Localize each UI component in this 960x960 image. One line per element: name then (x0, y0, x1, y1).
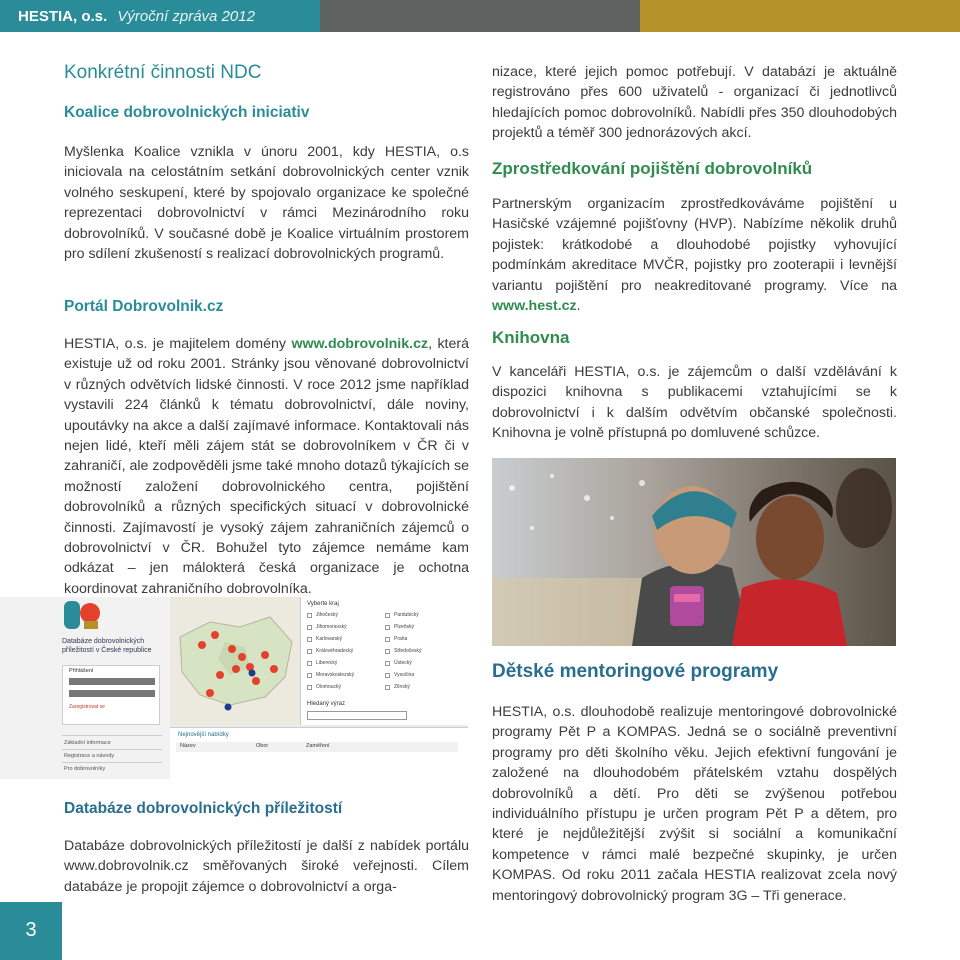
screenshot-search-input[interactable] (307, 711, 407, 720)
screenshot-region-label: Královéhradecký (316, 648, 354, 654)
dobrovolnik-logo-icon (62, 599, 102, 633)
screenshot-region-label: Karlovarský (316, 636, 343, 642)
screenshot-search-label: Hledaný výraz (307, 701, 346, 707)
screenshot-region-label: Olomoucký (316, 684, 342, 690)
screenshot-results (170, 727, 468, 779)
header-band-gold (640, 0, 960, 32)
screenshot-results-header-row (176, 742, 458, 752)
screenshot-region-label: Liberecký (316, 660, 338, 666)
screenshot-region-checkbox[interactable] (385, 637, 390, 642)
screenshot-menu-item-1[interactable]: Registrace a návody (64, 753, 115, 759)
koalice-text: Myšlenka Koalice vznikla v únoru 2001, kdy HESTIA, o.s iniciovala na celostátním setkání dobrovolnických center vznik volného seskupení, které by spojovalo organizace ke společné reprezentaci dobrovolnictví v rámci Mezinárodního roku dobrovolníků. V současné době je Koalice virtuálním prostorem pro sdílení zkušeností s realizací dobrovolnických programů. (64, 144, 469, 263)
screenshot-region-checkbox[interactable] (307, 649, 312, 654)
header-subtitle: Výroční zpráva 2012 (117, 8, 255, 25)
koalice-title: Koalice dobrovolnických iniciativ (64, 104, 310, 121)
screenshot-region-label: Středočeský (394, 648, 422, 654)
header-band-gray (320, 0, 640, 32)
screenshot-map[interactable] (170, 597, 300, 725)
pojisteni-title: Zprostředkování pojištění dobrovolníků (492, 159, 813, 178)
screenshot-login-input[interactable] (69, 678, 155, 685)
screenshot-region-label: Praha (394, 636, 408, 642)
screenshot-region-label: Ústecký (394, 660, 412, 666)
screenshot-region-checkbox[interactable] (385, 613, 390, 618)
screenshot-region-checkbox[interactable] (385, 661, 390, 666)
screenshot-region-checkbox[interactable] (307, 637, 312, 642)
screenshot-region-label: Jihočeský (316, 612, 338, 618)
mentoring-photo (492, 458, 896, 646)
screenshot-register-link[interactable]: Zaregistrovat se (69, 704, 105, 710)
screenshot-region-label: Moravskoslezský (316, 672, 355, 678)
screenshot-region-filter (300, 597, 468, 725)
screenshot-region-checkbox[interactable] (307, 661, 312, 666)
screenshot-region-label: Zlínský (394, 684, 410, 690)
screenshot-menu-item-0[interactable]: Základní informace (64, 740, 111, 746)
screenshot-region-checkbox[interactable] (385, 625, 390, 630)
header-org: HESTIA, o.s. (18, 8, 108, 25)
portal-title: Portál Dobrovolnik.cz (64, 298, 224, 315)
databaze-text-continued: nizace, které jejich pomoc potřebují. V databázi je aktuálně registrováno přes 600 uživatelů - organizací či jednotlivců hledajících pomoc dobrovolníků. Nabídli přes 350 dlouhodobých projektů a téměř 300 jednorázových akcí. (492, 64, 897, 142)
section-title: Konkrétní činnosti NDC (64, 62, 262, 83)
screenshot-col-focus: Zaměření (306, 743, 330, 749)
portal-text-start: HESTIA, o.s. je majitelem domény (64, 336, 292, 352)
mentoring-title: Dětské mentoringové programy (492, 661, 779, 682)
screenshot-login-box (62, 665, 160, 725)
screenshot-menu-item-2[interactable]: Pro dobrovolníky (64, 766, 106, 772)
screenshot-region-checkbox[interactable] (307, 625, 312, 630)
mentoring-text: HESTIA, o.s. dlouhodobě realizuje mentoringové dobrovolnické programy Pět P a KOMPAS. Jedná se o sociálně preventivní programy pro děti školního věku. Jejich efektivní fungování je založené na dlouhodobém přátelském vztahu dospělých dobrovolníků a dětí. Pro děti se zvýšenou potřebou individuálního přístupu je určen program Pět P a dětem, pro které je nejdůležitější zvýšit si sociální a komunikační kompetence v rámci malé bezpečné skupinky, je určen KOMPAS. Od roku 2011 začala HESTIA realizovat zcela nový mentoringový dobrovolnický program 3G – Tři generace. (492, 704, 897, 904)
pojisteni-text-end: . (576, 298, 581, 315)
screenshot-login-label: Přihlášení (69, 668, 94, 674)
screenshot-region-label: Plzeňský (394, 624, 415, 630)
screenshot-region-checkbox[interactable] (307, 685, 312, 690)
screenshot-region-checkbox[interactable] (385, 649, 390, 654)
pojisteni-text-start: Partnerským organizacím zprostředkováváme pojištění u Hasičské vzájemné pojišťovny (HVP). Nabízíme několik druhů pojistek: krátkodobé a dlouhodobé pojistky vyhovující podmínkám akreditace MVČR, pojistky pro zooterapii i levnější variantu pojištění pro neakreditované programy. Více na (492, 196, 897, 294)
screenshot-menu-divider (62, 762, 162, 763)
hest-link[interactable]: www.hest.cz (492, 298, 577, 315)
databaze-text: Databáze dobrovolnických příležitostí je další z nabídek portálu www.dobrovolnik.cz směřovaných široké veřejnosti. Cílem databáze je propojit zájemce o dobrovolnictví a orga- (64, 838, 469, 895)
screenshot-menu-divider (62, 735, 162, 736)
screenshot-region-label: Vysočina (394, 672, 415, 678)
knihovna-text: V kanceláři HESTIA, o.s. je zájemcům o další vzdělávání k dispozici knihovna s publikacemi vztahujícími se k dobrovolnictví i k dalším odvětvím občanské společnosti. Knihovna je volně přístupná po domluvené schůzce. (492, 364, 897, 442)
screenshot-results-heading: Nejnovější nabídky (178, 732, 229, 738)
screenshot-region-checkbox[interactable] (385, 685, 390, 690)
screenshot-filter-heading: Vyberte kraj (307, 601, 339, 607)
database-screenshot (0, 597, 468, 779)
page-number: 3 (0, 902, 62, 960)
dobrovolnik-link[interactable]: www.dobrovolnik.cz (291, 336, 429, 352)
portal-text-end: , která existuje už od roku 2001. Stránky jsou věnované dobrovolnictví v různých odvětvích lidské činnosti. V roce 2012 jsme například vystavili 224 článků k tématu dobrovolnictví, dále noviny, upoutávky na akce a další zajímavé informace. Kontaktovali nás nejen lidé, kteří měli zájem stát se dobrovolníkem v ČR či v zahraničí, ale zodpověděli jsme také mnoho dotazů týkajících se možností založení dobrovolnického centra, pojištění dobrovolníků a různých specifických situací v dobrovolnické činnosti. Zajímavostí je vysoký zájem zahraničních zájemců o dobrovolnictví v ČR. Bohužel tyto zájemce nemáme kam odkázat – jen málokterá česká organizace je ochotna koordinovat zahraničního dobrovolníka. (64, 336, 469, 597)
screenshot-title: Databáze dobrovolnických příležitostí v České republice (62, 638, 152, 654)
pojisteni-text (492, 194, 897, 316)
databaze-title: Databáze dobrovolnických příležitostí (64, 800, 343, 817)
screenshot-region-checkbox[interactable] (307, 673, 312, 678)
screenshot-menu-divider (62, 749, 162, 750)
screenshot-col-field: Obor (256, 743, 269, 749)
running-header (18, 8, 255, 25)
screenshot-region-label: Jihomoravský (316, 624, 347, 630)
knihovna-title: Knihovna (492, 328, 570, 347)
screenshot-password-input[interactable] (69, 690, 155, 697)
screenshot-region-checkbox[interactable] (307, 613, 312, 618)
screenshot-region-label: Pardubický (394, 612, 419, 618)
portal-text (64, 334, 469, 599)
screenshot-col-name: Název (180, 743, 196, 749)
screenshot-region-checkbox[interactable] (385, 673, 390, 678)
